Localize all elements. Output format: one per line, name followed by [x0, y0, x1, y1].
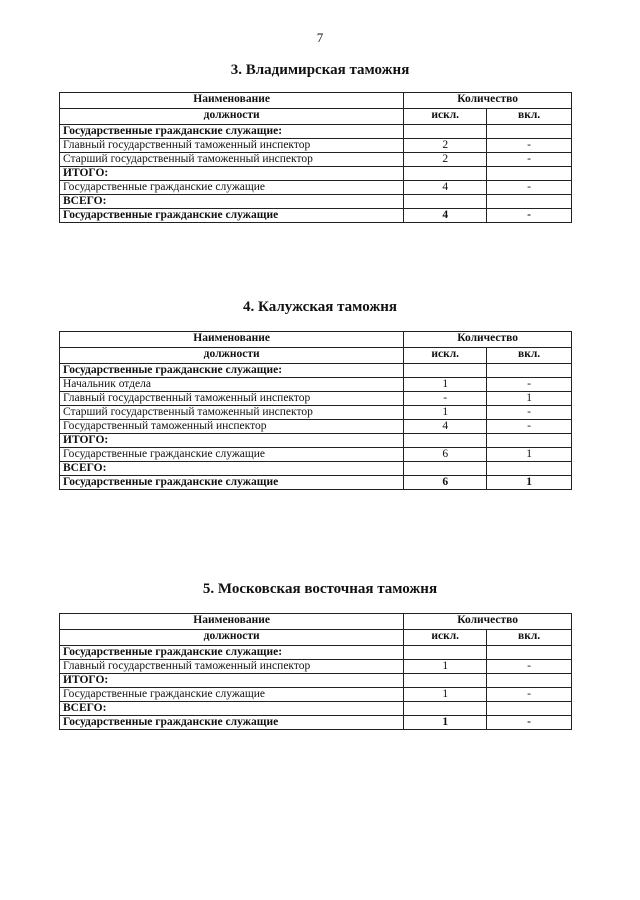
table-row	[60, 476, 572, 490]
row-incl-cell: -	[487, 181, 572, 195]
row-excl-cell	[404, 646, 487, 660]
row-excl-cell	[404, 462, 487, 476]
row-name-cell: Государственные гражданские служащие:	[60, 646, 404, 660]
header-incl: вкл.	[487, 109, 572, 125]
table-row	[60, 448, 572, 462]
row-incl-cell	[487, 195, 572, 209]
row-name-cell: ВСЕГО:	[60, 702, 404, 716]
row-name-cell: Государственный таможенный инспектор	[60, 420, 404, 434]
table-row	[60, 702, 572, 716]
row-name-cell: ВСЕГО:	[60, 195, 404, 209]
row-name-cell: Государственные гражданские служащие	[60, 716, 404, 730]
row-incl-cell: -	[487, 139, 572, 153]
table-row	[60, 125, 572, 139]
table-row	[60, 674, 572, 688]
table-row	[60, 392, 572, 406]
row-incl-cell: -	[487, 406, 572, 420]
row-excl-cell: 1	[404, 688, 487, 702]
row-name-cell: Главный государственный таможенный инспектор	[60, 139, 404, 153]
row-name-cell: Государственные гражданские служащие	[60, 209, 404, 223]
table-row	[60, 167, 572, 181]
row-name-cell: ИТОГО:	[60, 434, 404, 448]
table-row	[60, 209, 572, 223]
row-incl-cell	[487, 646, 572, 660]
row-name-cell: Государственные гражданские служащие	[60, 688, 404, 702]
table-row	[60, 364, 572, 378]
row-excl-cell	[404, 364, 487, 378]
row-incl-cell: -	[487, 716, 572, 730]
row-incl-cell	[487, 434, 572, 448]
staff-table-moscow-east	[59, 613, 572, 730]
row-excl-cell	[404, 702, 487, 716]
row-name-cell: Государственные гражданские служащие	[60, 181, 404, 195]
row-incl-cell	[487, 125, 572, 139]
header-name-line2: должности	[60, 630, 404, 646]
table-row	[60, 139, 572, 153]
table-row	[60, 688, 572, 702]
header-incl: вкл.	[487, 348, 572, 364]
section-title-vladimir: 3. Владимирская таможня	[230, 62, 410, 78]
header-excl: искл.	[404, 348, 487, 364]
row-excl-cell: 6	[404, 476, 487, 490]
row-name-cell: ИТОГО:	[60, 674, 404, 688]
table-row	[60, 406, 572, 420]
row-excl-cell: 4	[404, 420, 487, 434]
section-title-moscow-east: 5. Московская восточная таможня	[202, 581, 438, 597]
staff-table-vladimir	[59, 92, 572, 223]
row-name-cell: Государственные гражданские служащие:	[60, 364, 404, 378]
header-incl: вкл.	[487, 630, 572, 646]
row-excl-cell	[404, 125, 487, 139]
header-excl: искл.	[404, 109, 487, 125]
table-row	[60, 716, 572, 730]
header-quantity: Количество	[404, 614, 572, 630]
row-name-cell: Государственные гражданские служащие	[60, 476, 404, 490]
row-incl-cell: -	[487, 660, 572, 674]
row-name-cell: Главный государственный таможенный инспектор	[60, 392, 404, 406]
header-excl: искл.	[404, 630, 487, 646]
header-quantity: Количество	[404, 332, 572, 348]
row-incl-cell: -	[487, 420, 572, 434]
row-name-cell: ИТОГО:	[60, 167, 404, 181]
row-excl-cell: 1	[404, 378, 487, 392]
table-row	[60, 462, 572, 476]
row-name-cell: ВСЕГО:	[60, 462, 404, 476]
row-incl-cell	[487, 462, 572, 476]
row-excl-cell	[404, 434, 487, 448]
row-incl-cell: 1	[487, 392, 572, 406]
table-row	[60, 181, 572, 195]
staff-table-kaluga	[59, 331, 572, 490]
header-name-line1: Наименование	[60, 332, 404, 348]
row-excl-cell: 1	[404, 660, 487, 674]
header-name-line2: должности	[60, 109, 404, 125]
row-incl-cell	[487, 702, 572, 716]
row-name-cell: Старший государственный таможенный инспектор	[60, 153, 404, 167]
row-incl-cell: -	[487, 153, 572, 167]
row-excl-cell: 6	[404, 448, 487, 462]
row-excl-cell	[404, 167, 487, 181]
header-name-line2: должности	[60, 348, 404, 364]
row-excl-cell: 2	[404, 153, 487, 167]
row-name-cell: Старший государственный таможенный инспектор	[60, 406, 404, 420]
row-excl-cell: -	[404, 392, 487, 406]
table-row	[60, 153, 572, 167]
table-row	[60, 660, 572, 674]
row-excl-cell: 2	[404, 139, 487, 153]
row-incl-cell	[487, 364, 572, 378]
row-incl-cell: -	[487, 378, 572, 392]
row-excl-cell: 1	[404, 716, 487, 730]
table-row	[60, 646, 572, 660]
row-name-cell: Начальник отдела	[60, 378, 404, 392]
row-name-cell: Главный государственный таможенный инспектор	[60, 660, 404, 674]
row-incl-cell: -	[487, 209, 572, 223]
row-excl-cell	[404, 674, 487, 688]
table-row	[60, 420, 572, 434]
table-row	[60, 195, 572, 209]
table-row	[60, 434, 572, 448]
row-name-cell: Государственные гражданские служащие:	[60, 125, 404, 139]
row-excl-cell: 4	[404, 209, 487, 223]
header-quantity: Количество	[404, 93, 572, 109]
header-name-line1: Наименование	[60, 93, 404, 109]
row-incl-cell	[487, 674, 572, 688]
row-excl-cell: 1	[404, 406, 487, 420]
header-name-line1: Наименование	[60, 614, 404, 630]
row-incl-cell	[487, 167, 572, 181]
page-number: 7	[316, 30, 324, 45]
row-name-cell: Государственные гражданские служащие	[60, 448, 404, 462]
row-incl-cell: -	[487, 688, 572, 702]
row-incl-cell: 1	[487, 476, 572, 490]
row-excl-cell: 4	[404, 181, 487, 195]
row-incl-cell: 1	[487, 448, 572, 462]
section-title-kaluga: 4. Калужская таможня	[243, 299, 397, 315]
table-row	[60, 378, 572, 392]
row-excl-cell	[404, 195, 487, 209]
